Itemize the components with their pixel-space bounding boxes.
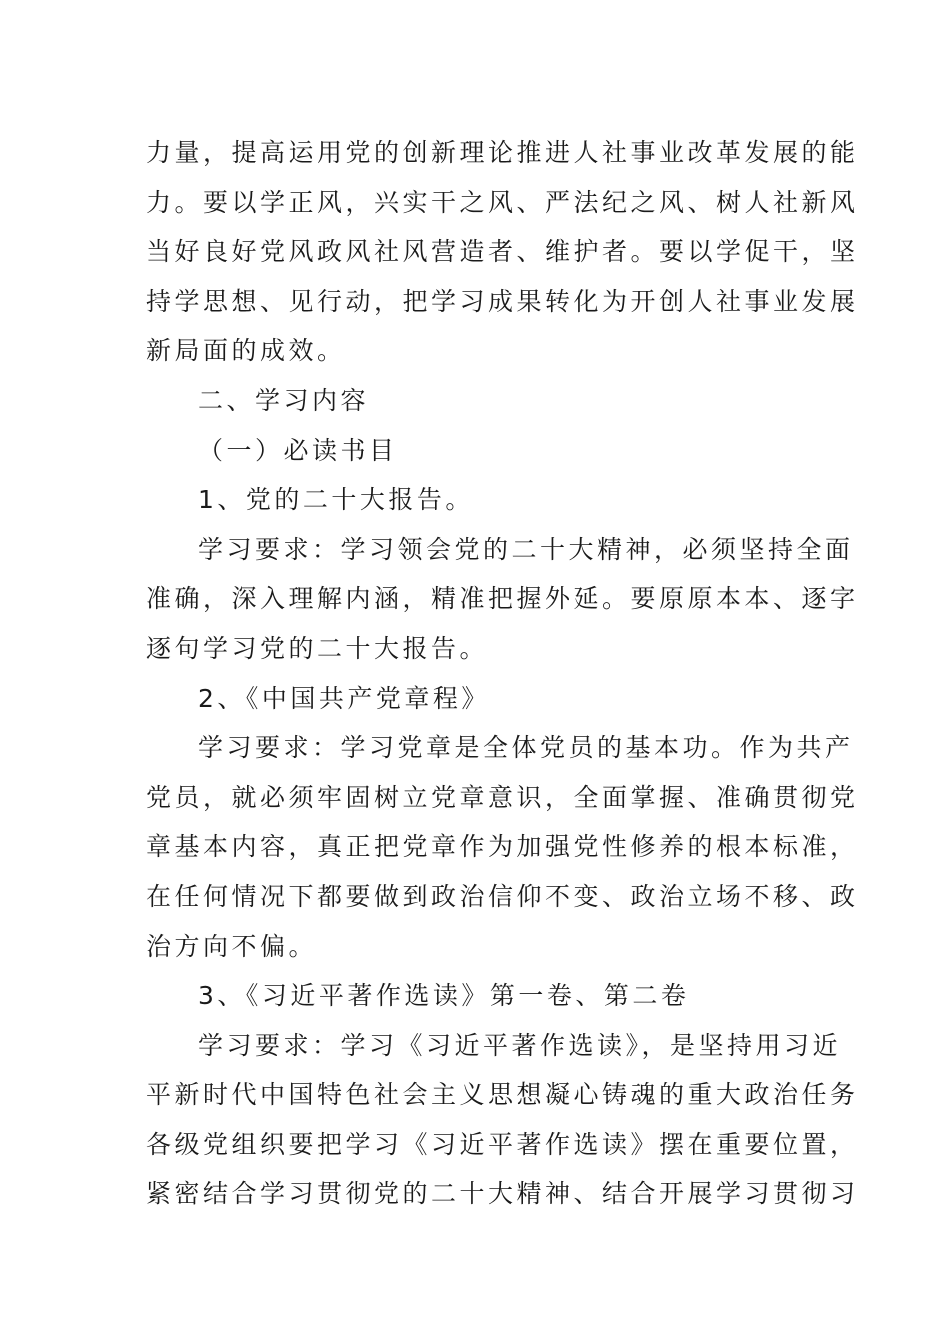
paragraph-line: 平新时代中国特色社会主义思想凝心铸魂的重大政治任务 bbox=[146, 1080, 859, 1110]
paragraph-line: 当好良好党风政风社风营造者、维护者。要以学促干，坚 bbox=[146, 237, 859, 267]
paragraph-line: 紧密结合学习贯彻党的二十大精神、结合开展学习贯彻习 bbox=[146, 1179, 859, 1209]
list-item-title: 3、《习近平著作选读》第一卷、第二卷 bbox=[198, 981, 690, 1011]
section-heading: 二、学习内容 bbox=[198, 385, 370, 415]
paragraph-line: 在任何情况下都要做到政治信仰不变、政治立场不移、政 bbox=[146, 881, 859, 911]
paragraph-line: 治方向不偏。 bbox=[146, 931, 318, 961]
paragraph-line: 力。要以学正风，兴实干之风、严法纪之风、树人社新风 bbox=[146, 187, 859, 217]
document-body bbox=[146, 128, 859, 1219]
paragraph-line: 力量，提高运用党的创新理论推进人社事业改革发展的能 bbox=[146, 138, 859, 167]
paragraph-line: 新局面的成效。 bbox=[146, 336, 346, 366]
paragraph-line: 学习要求：学习领会党的二十大精神，必须坚持全面 bbox=[198, 534, 854, 564]
paragraph-line: 党员，就必须牢固树立党章意识，全面掌握、准确贯彻党 bbox=[146, 782, 859, 812]
list-item-title: 1、党的二十大报告。 bbox=[198, 485, 474, 515]
list-item-title: 2、《中国共产党章程》 bbox=[198, 683, 490, 713]
subsection-heading: （一）必读书目 bbox=[198, 435, 398, 465]
paragraph-line: 学习要求：学习《习近平著作选读》，是坚持用习近 bbox=[198, 1030, 842, 1060]
paragraph-line: 持学思想、见行动，把学习成果转化为开创人社事业发展 bbox=[146, 286, 859, 316]
paragraph-line: 逐句学习党的二十大报告。 bbox=[146, 633, 489, 663]
paragraph-line: 准确，深入理解内涵，精准把握外延。要原原本本、逐字 bbox=[146, 584, 859, 614]
paragraph-line: 学习要求：学习党章是全体党员的基本功。作为共产 bbox=[198, 733, 854, 763]
paragraph-line: 章基本内容，真正把党章作为加强党性修养的根本标准， bbox=[146, 832, 859, 862]
paragraph-line: 各级党组织要把学习《习近平著作选读》摆在重要位置， bbox=[146, 1129, 859, 1159]
